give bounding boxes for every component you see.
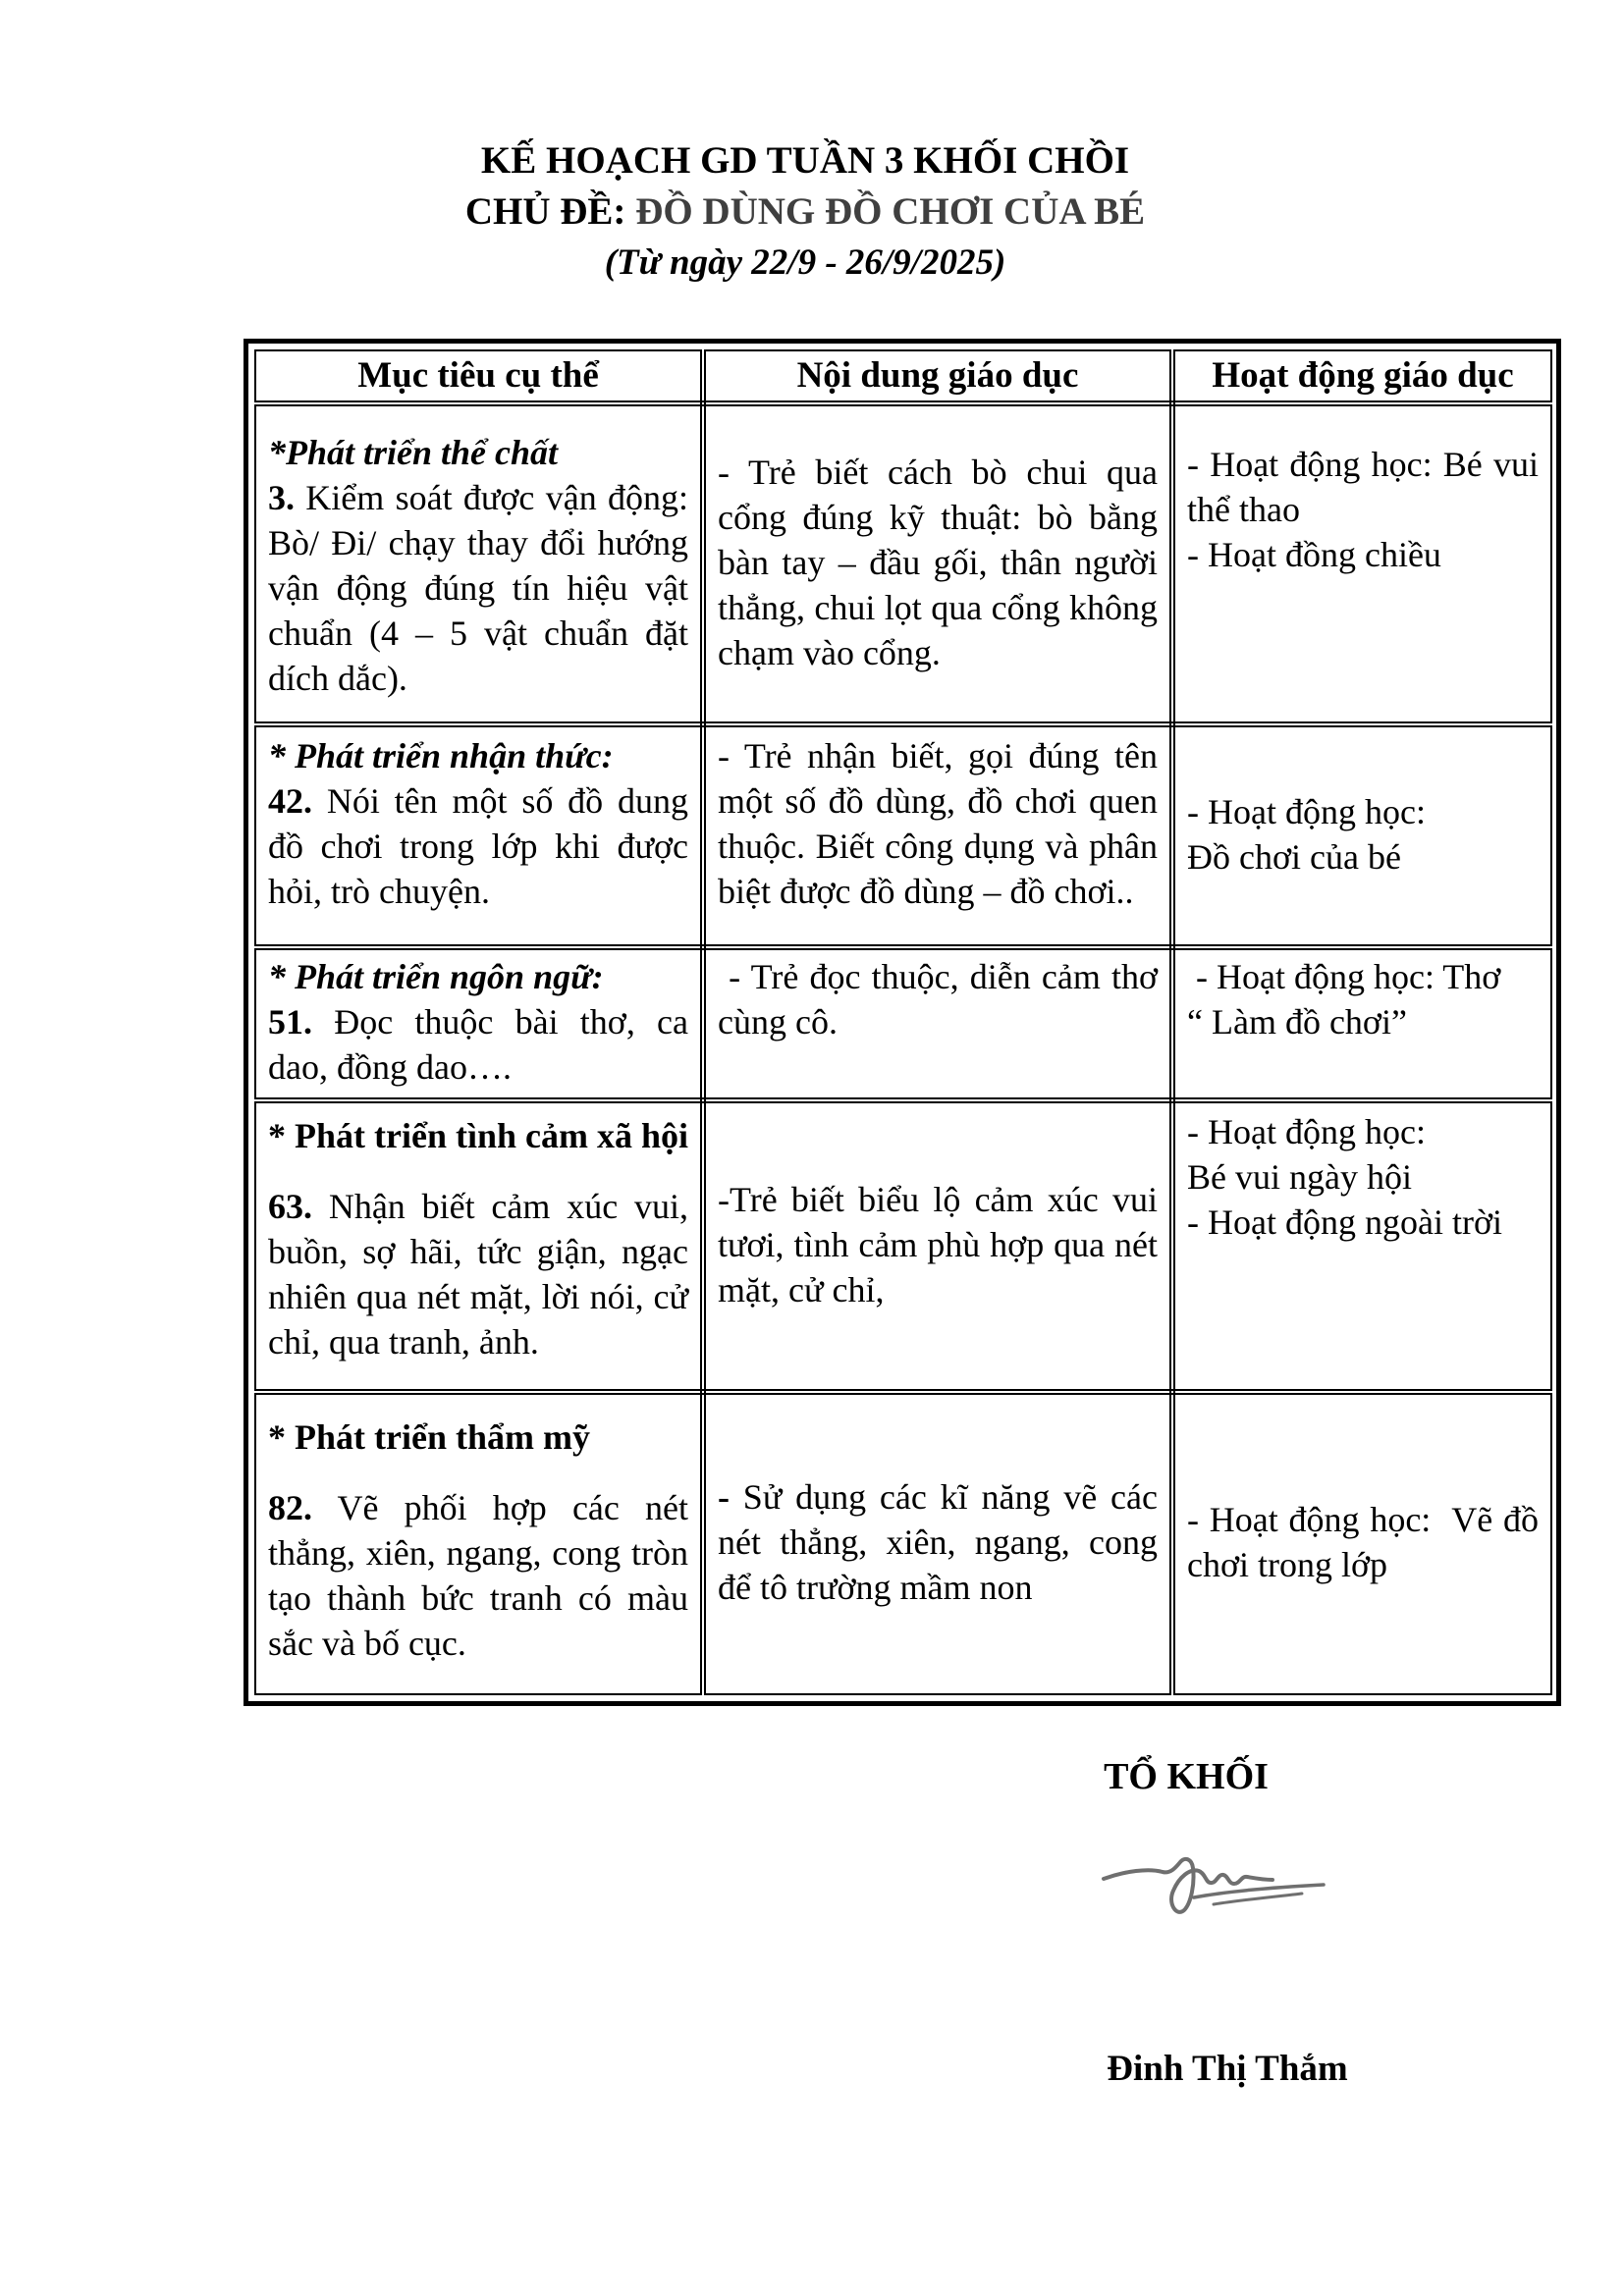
objective-heading: * Phát triển ngôn ngữ: [268, 957, 604, 996]
activity-item: - Hoạt động học: Bé vui thể thao [1187, 445, 1547, 529]
activity-item: - Hoạt động ngoài trời [1187, 1202, 1502, 1242]
content-text: - Trẻ biết cách bò chui qua cổng đúng kỹ thuật: bò bằng bàn tay – đầu gối, thân người thẳng, chui lọt qua cổng không chạm vào cổng. [718, 452, 1166, 672]
cell-activities-physical [1172, 403, 1551, 724]
title-theme-value: ĐỒ DÙNG ĐỒ CHƠI CỦA BÉ [635, 190, 1146, 233]
document-title-block [244, 135, 1367, 289]
activity-item: Đồ chơi của bé [1187, 836, 1401, 877]
header-objectives: Mục tiêu cụ thể [255, 350, 703, 403]
cell-objective-physical [255, 403, 703, 724]
table-row-language [255, 947, 1551, 1100]
activity-item: “ Làm đồ chơi” [1187, 1002, 1407, 1041]
objective-number: 3. [268, 478, 295, 517]
cell-content-physical [703, 403, 1172, 724]
cell-activities-aesthetic [1172, 1392, 1551, 1694]
cell-content-social [703, 1100, 1172, 1392]
table-row-social-emotional [255, 1100, 1551, 1392]
objective-heading: *Phát triển thể chất [268, 433, 559, 472]
cell-objective-social [255, 1100, 703, 1392]
cell-activities-social [1172, 1100, 1551, 1392]
cell-content-language [703, 947, 1172, 1100]
cell-content-cognitive [703, 724, 1172, 947]
table-row-physical [255, 403, 1551, 724]
signature-image [1098, 1842, 1333, 1930]
cell-content-aesthetic [703, 1392, 1172, 1694]
title-date-range: (Từ ngày 22/9 - 26/9/2025) [604, 242, 1006, 283]
activity-item: - Hoạt động học: Vẽ đồ chơi trong lớp [1187, 1500, 1547, 1584]
signer-name: Đinh Thị Thắm [1107, 2049, 1348, 2089]
table-header-row [255, 350, 1551, 403]
plan-table-wrapper [244, 339, 1561, 1706]
cell-activities-language [1172, 947, 1551, 1100]
activity-item: - Hoạt động học: Thơ [1187, 957, 1501, 996]
plan-table [254, 349, 1552, 1695]
objective-text: 82. Vẽ phối hợp các nét thẳng, xiên, ngang, cong tròn tạo thành bức tranh có màu sắc và bố cục. [268, 1488, 688, 1663]
objective-heading: * Phát triển nhận thức: [268, 736, 614, 775]
activity-item: - Hoạt đồng chiều [1187, 535, 1441, 574]
header-activities: Hoạt động giáo dục [1172, 350, 1551, 403]
objective-number: 63. [268, 1187, 312, 1226]
objective-heading: * Phát triển thẩm mỹ [268, 1417, 590, 1457]
approval-unit-label: TỔ KHỐI [1104, 1756, 1269, 1797]
table-row-cognitive [255, 724, 1551, 947]
activity-item: - Hoạt động học: [1187, 791, 1426, 831]
cell-objective-aesthetic [255, 1392, 703, 1694]
objective-text: 42. Nói tên một số đồ dung đồ chơi trong lớp khi được hỏi, trò chuyện. [268, 781, 688, 911]
cell-objective-cognitive [255, 724, 703, 947]
objective-text: 3. Kiểm soát được vận động: Bò/ Đi/ chạy thay đổi hướng vận động đúng tín hiệu vật chuẩn (4 – 5 vật chuẩn đặt dích dắc). [268, 478, 688, 698]
content-text: -Trẻ biết biểu lộ cảm xúc vui tươi, tình cảm phù hợp qua nét mặt, cử chỉ, [718, 1179, 1166, 1309]
cell-objective-language [255, 947, 703, 1100]
table-row-aesthetic [255, 1392, 1551, 1694]
cell-activities-cognitive [1172, 724, 1551, 947]
objective-number: 42. [268, 781, 312, 821]
activity-item: Bé vui ngày hội [1187, 1157, 1412, 1197]
content-text: - Trẻ nhận biết, gọi đúng tên một số đồ dùng, đồ chơi quen thuộc. Biết công dụng và phân biệt được đồ dùng – đồ chơi.. [718, 736, 1166, 911]
activity-item: - Hoạt động học: [1187, 1112, 1426, 1151]
content-text: - Trẻ đọc thuộc, diễn cảm thơ cùng cô. [718, 957, 1167, 1041]
content-text: - Sử dụng các kĩ năng vẽ các nét thẳng, xiên, ngang, cong để tô trường mầm non [718, 1477, 1166, 1607]
objective-text: 51. Đọc thuộc bài thơ, ca dao, đồng dao…. [268, 1002, 688, 1087]
title-line-1: KẾ HOẠCH GD TUẦN 3 KHỐI CHỒI [480, 139, 1130, 182]
title-line-2 [244, 187, 1367, 238]
header-content: Nội dung giáo dục [703, 350, 1172, 403]
title-theme-label: CHỦ ĐỀ: [464, 190, 636, 233]
objective-number: 51. [268, 1002, 312, 1041]
objective-text: 63. Nhận biết cảm xúc vui, buồn, sợ hãi, tức giận, ngạc nhiên qua nét mặt, lời nói, cử chỉ, qua tranh, ảnh. [268, 1187, 688, 1362]
objective-number: 82. [268, 1488, 312, 1527]
objective-heading: * Phát triển tình cảm xã hội [268, 1116, 688, 1155]
